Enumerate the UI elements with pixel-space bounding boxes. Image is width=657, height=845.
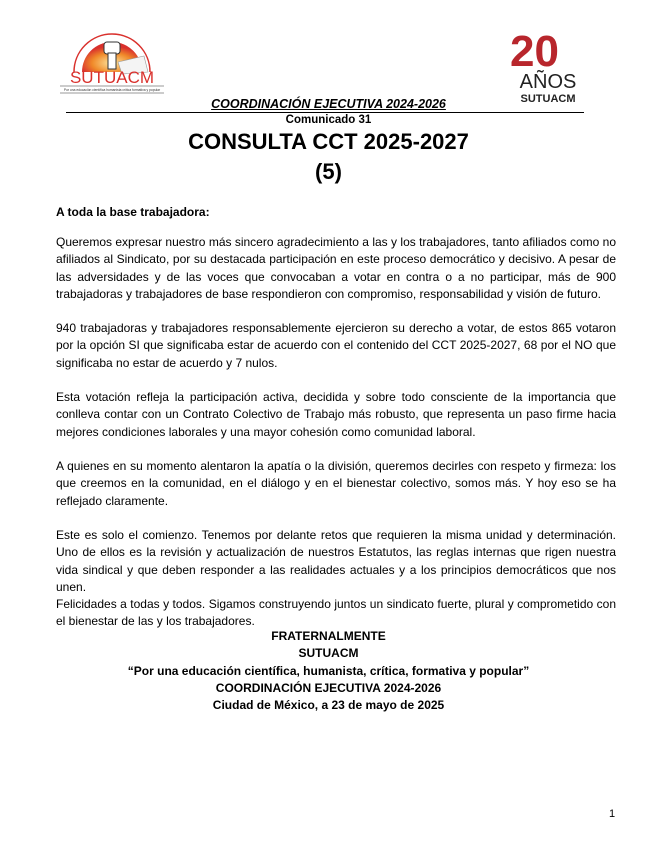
paragraph-firmness: A quienes en su momento alentaron la apatía o la división, queremos decirles con respeto y firmeza: los que creemos en la comunidad, en el diálogo y en el bienestar colectivo, somos más. Y hoy eso se ha reflejado claramente. (56, 459, 616, 508)
paragraph-congratulations: Felicidades a todas y todos. Sigamos construyendo juntos un sindicato fuerte, plural y comprometido con el bienestar de las y los trabajadores. (56, 597, 616, 629)
paragraph-thanks: Queremos expresar nuestro más sincero agradecimiento a las y los trabajadores, tanto afiliados como no afiliados al Sindicato, por su destacada participación en este proceso democrático y decisivo. A pesar de las adversidades y de las voces que convocaban a votar en contra o a no participar, más de 900 trabajadoras y trabajadores de base respondieron con compromiso, responsabilidad y visión de futuro. (56, 235, 616, 301)
coordination-heading: COORDINACIÓN EJECUTIVA 2024-2026 (211, 97, 446, 111)
paragraph-results: 940 trabajadoras y trabajadores responsablemente ejercieron su derecho a votar, de estos 865 votaron por la opción SI que significaba estar de acuerdo con el contenido del CCT 2025-2027, 68 por el NO que significaba no estar de acuerdo y 7 nulos. (56, 321, 616, 370)
years-label: AÑOS (519, 71, 577, 93)
header-divider (66, 112, 584, 113)
greeting: A toda la base trabajadora: (56, 205, 210, 219)
sutuacm-logo-graphic (52, 22, 170, 98)
paragraph-next-steps: Este es solo el comienzo. Tenemos por delante retos que requieren la misma unidad y determinación. Uno de ellos es la revisión y actualización de nuestros Estatutos, las reglas internas que rigen nuestra vida sindical y que deben responder a las realidades actuales y a los principios democráticos que nos unen. (56, 528, 616, 594)
anniversary-number: 20 (510, 27, 559, 76)
closing-place-date: Ciudad de México, a 23 de mayo de 2025 (212, 698, 445, 713)
page-number: 1 (609, 808, 616, 820)
sutuacm-logo (52, 22, 170, 98)
anniversary-union-name: SUTUACM (520, 93, 576, 105)
closing-coordination: COORDINACIÓN EJECUTIVA 2024-2026 (215, 680, 442, 695)
communique-number: Comunicado 31 (285, 114, 372, 126)
paragraph-reflection: Esta votación refleja la participación activa, decidida y sobre todo consciente de la importancia que conlleva contar con un Contrato Colectivo de Trabajo más robusto, que representa un paso firme hacia mejores condiciones laborales y una mayor cohesión como comunidad laboral. (56, 390, 616, 439)
raised-fist-icon (566, 36, 578, 57)
logo-motto: Por una educación científica humanista crítica formativa y popular (63, 88, 161, 92)
closing-block (0, 628, 657, 714)
anniversary-logo (508, 26, 592, 106)
document-subtitle: (5) (315, 159, 342, 184)
logo-name: SUTUACM (69, 68, 155, 87)
closing-salutation: FRATERNALMENTE (271, 629, 386, 643)
document-title: CONSULTA CCT 2025-2027 (188, 129, 469, 154)
anniversary-logo-graphic (508, 26, 592, 106)
closing-union: SUTUACM (298, 646, 359, 661)
closing-motto: “Por una educación científica, humanista, crítica, formativa y popular” (127, 663, 530, 678)
